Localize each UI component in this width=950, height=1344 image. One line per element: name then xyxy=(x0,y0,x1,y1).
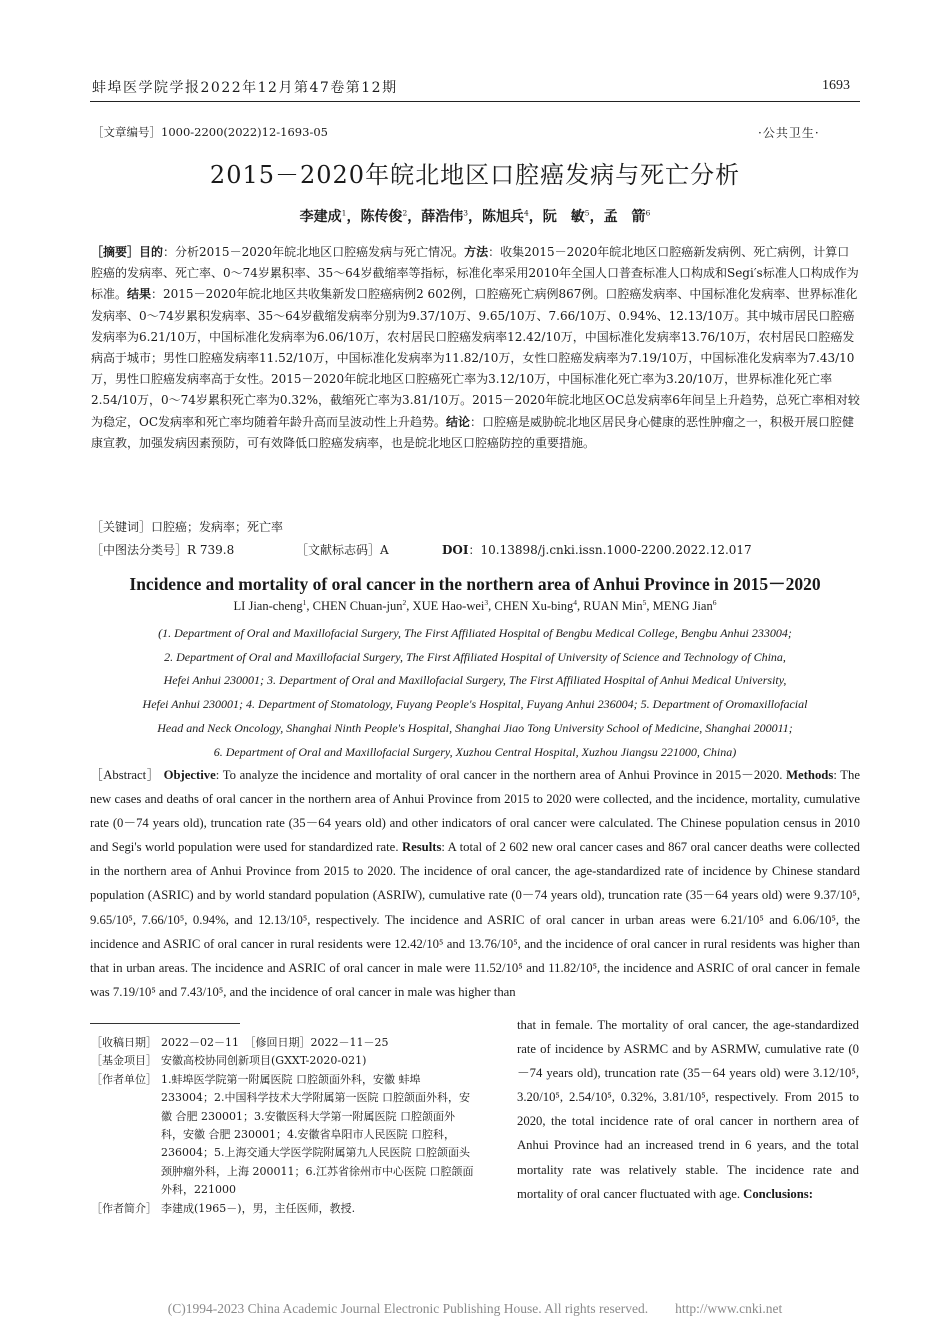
affiliation-line: (1. Department of Oral and Maxillofacial Surgery, The First Affiliated Hospital of Bengbu Medical College, Bengbu Anhui 233004; xyxy=(158,626,792,640)
author: 薛浩伟 xyxy=(421,209,464,225)
page-number: 1693 xyxy=(822,78,850,93)
english-title: Incidence and mortality of oral cancer in the northern area of Anhui Province in 2015－2020 xyxy=(129,574,821,594)
chinese-title: 2015－2020年皖北地区口腔癌发病与死亡分析 xyxy=(209,161,741,189)
article-number: ［文章编号］1000-2200(2022)12-1693-05 xyxy=(92,125,328,139)
footnote-author-bio: ［作者简介］ 李建成(1965－)，男，主任医师，教授. xyxy=(91,1201,356,1215)
header-rule xyxy=(90,101,860,102)
chinese-authors: 李建成$^1$，陈传俊$^2$，薛浩伟$^3$，陈旭兵$^4$，阮 敏$^5$，孟 箭$^6$ xyxy=(299,208,651,225)
author: 陈传俊 xyxy=(360,209,403,225)
section-tag: ·公共卫生· xyxy=(758,126,820,140)
affiliation-line: 2. Department of Oral and Maxillofacial Surgery, The First Affiliated Hospital of University of Science and Technology of China, xyxy=(164,649,786,664)
author: 陈旭兵 xyxy=(482,209,524,225)
author: 李建成 xyxy=(299,209,342,225)
keywords: ［关键词］口腔癌；发病率；死亡率 xyxy=(91,520,284,534)
affiliation-line: Hefei Anhui 230001; 3. Department of Oral and Maxillofacial Surgery, The First Affiliated Hospital of Anhui Medical University, xyxy=(163,673,787,688)
author: 阮 敏 xyxy=(542,209,585,225)
affiliation-line: Head and Neck Oncology, Shanghai Ninth People's Hospital, Shanghai Jiao Tong University School of Medicine, Shanghai 200011; xyxy=(157,720,793,735)
affiliation-line: 6. Department of Oral and Maxillofacial Surgery, Xuzhou Central Hospital, Xuzhou Jiangsu 221000, China) xyxy=(213,744,737,759)
english-affiliations xyxy=(90,622,860,764)
english-abstract-continued: that in female. The mortality of oral cancer, the age-standardized rate of incidence by ASRMC and by ASRMW, cumulative rate (0－74 years old), truncation rate (35－64 years old) were 3.12/10⁵, 3.20/10⁵, 2.54/10⁵, 0.32%, 3.81/10⁵, respectively. From 2015 to 2020, the total incidence rate of oral cancer in northern area of Anhui Province had an increased trend in 6 years, and the total mortality rate was relatively stable. The incidence rate and mortality of oral cancer fluctuated with age. Conclusions: xyxy=(517,1018,859,1201)
journal-header: 蚌埠医学院学报2022年12月第47卷第12期 xyxy=(92,80,398,96)
copyright-watermark: (C)1994-2023 China Academic Journal Electronic Publishing House. All rights reserved. http://www.cnki.net xyxy=(167,1301,783,1316)
chinese-abstract: ［摘要］目的：分析2015－2020年皖北地区口腔癌发病与死亡情况。方法：收集2015－2020年皖北地区口腔癌新发病例、死亡病例，计算口腔癌的发病率、死亡率、0～74岁累积率、35～64岁截缩率等指标，标准化率采用2010年全国人口普查标准人口构成和Segi′s标准人口构成作为标准。结果：2015－2020年皖北地区共收集新发口腔癌病例2 602例，口腔癌死亡病例867例。口腔癌发病率、中国标准化发病率、世界标准化发病率、0～74岁累积发病率、35～64岁截缩发病率分别为9.37/10万、9.65/10万、7.66/10万、0.94%、12.13/10万。其中城市居民口腔癌发病率为6.21/10万，中国标准化发病率为6.06/10万，农村居民口腔癌发病率12.42/10万，中国标准化发病率13.76/10万，农村居民口腔癌发病高于城市；男性口腔癌发病率11.52/10万，中国标准化发病率为11.82/10万，女性口腔癌发病率为7.19/10万，中国标准化发病率为7.43/10万，男性口腔癌发病率高于女性。2015－2020年皖北地区口腔癌死亡率为3.12/10万，中国标准化死亡率为3.20/10万，世界标准化死亡率2.54/10万，0～74岁累积死亡率为0.32%，截缩死亡率为3.81/10万。2015－2020年皖北地区OC总发病率6年间呈上升趋势，总死亡率相对较为稳定，OC发病率和死亡率均随着年龄升高而呈波动性上升趋势。结论：口腔癌是威胁皖北地区居民身心健康的恶性肿瘤之一，积极开展口腔健康宣教，加强发病因素预防，可有效降低口腔癌发病率，也是皖北地区口腔癌防控的重要措施。 xyxy=(91,245,860,450)
doi: DOI：10.13898/j.cnki.issn.1000-2200.2022.12.017 xyxy=(442,543,752,557)
footnotes xyxy=(91,1034,476,1218)
footnote-received: ［收稿日期］ 2022－02－11 ［修回日期］2022－11－25 xyxy=(91,1036,389,1049)
affiliation-line: Hefei Anhui 230001; 4. Department of Stomatology, Fuyang People's Hospital, Fuyang Anhui 236004; 5. Department of Oromaxillofacial xyxy=(142,697,808,712)
footnote-fund: ［基金项目］ 安徽高校协同创新项目(GXXT-2020-021) xyxy=(91,1054,367,1068)
english-authors: LI Jian-cheng$^1$, CHEN Chuan-jun$^2$, XUE Hao-wei$^3$, CHEN Xu-bing$^4$, RUAN Min$^5$, MENG Jian$^6$ xyxy=(233,598,717,614)
english-abstract: ［Abstract］ Objective: To analyze the incidence and mortality of oral cancer in the northern area of Anhui Province in 2015－2020. Methods: The new cases and deaths of oral cancer in the northern area of Anhui Province from 2015 to 2020 were collected, and the incidence, mortality, cumulative rate (0－74 years old), truncation rate (35－64 years old) and other indicators of oral cancer were calculated. The Chinese population census in 2010 and Segi's world population were used for standardized rate. Results: A total of 2 602 new oral cancer cases and 867 oral cancer deaths were collected in the northern area of Anhui Province from 2015 to 2020. The incidence of oral cancer, the age-standardized rate of incidence by Chinese standard population (ASRIC) and by world standard population (ASRIW), cumulative rate (0－74 years old), truncation rate (35－64 years old) were 9.37/10⁵, 9.65/10⁵, 7.66/10⁵, 0.94%, and 12.13/10⁵, respectively. The incidence and ASRIC of oral cancer in urban areas were 6.21/10⁵ and 6.06/10⁵, the incidence and ASRIC of oral cancer in rural residents were 12.42/10⁵ and 13.76/10⁵, and the incidence of oral cancer in rural residents was higher than that in urban areas. The incidence and ASRIC of oral cancer in male were 11.52/10⁵ and 11.82/10⁵, the incidence and ASRIC of oral cancer in female was 7.19/10⁵ and 7.43/10⁵, and the incidence of oral cancer in male was higher than xyxy=(90,768,861,999)
classification-number: ［中图法分类号］R 739.8 xyxy=(91,543,235,557)
footnote-affiliation: ［作者单位］ 1.蚌埠医学院第一附属医院 口腔颌面外科，安徽 蚌埠 233004；2.中国科学技术大学附属第一医院 口腔颌面外科，安徽 合肥 230001；3.安徽医科大学第一附属医院 口腔颌面外科，安徽 合肥 230001；4.安徽省阜阳市人民医院 口腔科，236004；5.上海交通大学医学院附属第九人民医院 口腔颌面头颈肿瘤外科，上海 200011；6.江苏省徐州市中心医院 口腔颌面外科，221000 xyxy=(91,1072,474,1197)
footnote-rule xyxy=(90,1023,240,1024)
author: 孟 箭 xyxy=(603,209,646,225)
document-code: ［文献标志码］A xyxy=(296,543,389,557)
